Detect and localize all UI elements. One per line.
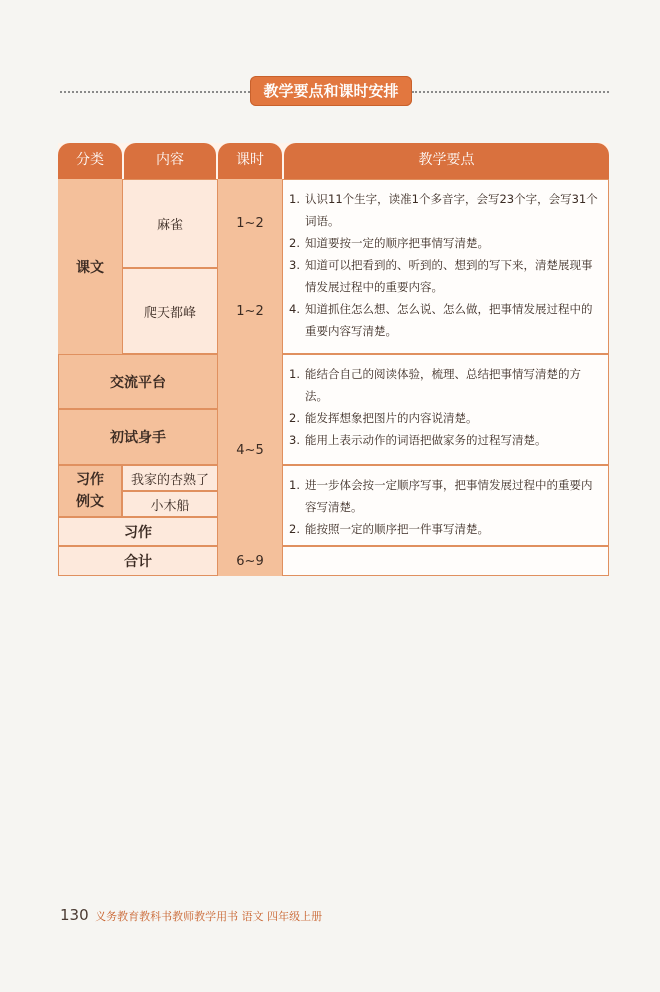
page-footer bbox=[60, 906, 322, 924]
liwen-xingshu: 我家的杏熟了 bbox=[122, 465, 218, 491]
point-item: 2. 能按照一定的顺序把一件事写清楚。 bbox=[289, 522, 489, 536]
point-item: 2. 能发挥想象把图片的内容说清楚。 bbox=[289, 411, 478, 425]
point-item: 1. 认识11个生字，读准1个多音字，会写23个字，会写31个词语。 bbox=[289, 192, 598, 228]
points-group-3 bbox=[282, 465, 609, 546]
hours-lesson1: 1~2 bbox=[218, 179, 282, 268]
hours-middle: 4~5 bbox=[218, 354, 282, 546]
category-kewen: 课文 bbox=[58, 179, 122, 354]
liwen-xiaomuchuan: 小木船 bbox=[122, 491, 218, 517]
page-number: 130 bbox=[60, 906, 89, 924]
header-points: 教学要点 bbox=[284, 143, 609, 179]
section-title: 教学要点和课时安排 bbox=[250, 76, 412, 106]
category-jiaoliu: 交流平台 bbox=[58, 354, 218, 409]
book-title: 义务教育教科书教师教学用书 语文 四年级上册 bbox=[95, 910, 323, 923]
category-xizuo: 习作 bbox=[58, 517, 218, 546]
title-rule-right bbox=[412, 91, 609, 93]
category-chushi: 初试身手 bbox=[58, 409, 218, 465]
points-group-1 bbox=[282, 179, 609, 354]
header-content: 内容 bbox=[124, 143, 216, 179]
point-item: 1. 进一步体会按一定顺序写事，把事情发展过程中的重要内容写清楚。 bbox=[289, 478, 593, 514]
header-category: 分类 bbox=[58, 143, 122, 179]
schedule-table bbox=[58, 143, 609, 576]
points-group-2 bbox=[282, 354, 609, 465]
lesson-maque: 麻雀 bbox=[122, 179, 218, 268]
point-item: 3. 能用上表示动作的词语把做家务的过程写清楚。 bbox=[289, 433, 547, 447]
total-hours: 6~9 bbox=[218, 546, 282, 576]
point-item: 1. 能结合自己的阅读体验，梳理、总结把事情写清楚的方法。 bbox=[289, 367, 581, 403]
title-rule-left bbox=[60, 91, 250, 93]
point-item: 4. 知道抓住怎么想、怎么说、怎么做，把事情发展过程中的重要内容写清楚。 bbox=[289, 302, 593, 338]
point-item: 2. 知道要按一定的顺序把事情写清楚。 bbox=[289, 236, 489, 250]
total-points-empty bbox=[282, 546, 609, 576]
hours-lesson2: 1~2 bbox=[218, 268, 282, 354]
total-label: 合计 bbox=[58, 546, 218, 576]
category-xizuo-liwen: 习作 例文 bbox=[58, 465, 122, 517]
header-hours: 课时 bbox=[218, 143, 282, 179]
lesson-patiandufeng: 爬天都峰 bbox=[122, 268, 218, 354]
point-item: 3. 知道可以把看到的、听到的、想到的写下来，清楚展现事情发展过程中的重要内容。 bbox=[289, 258, 593, 294]
